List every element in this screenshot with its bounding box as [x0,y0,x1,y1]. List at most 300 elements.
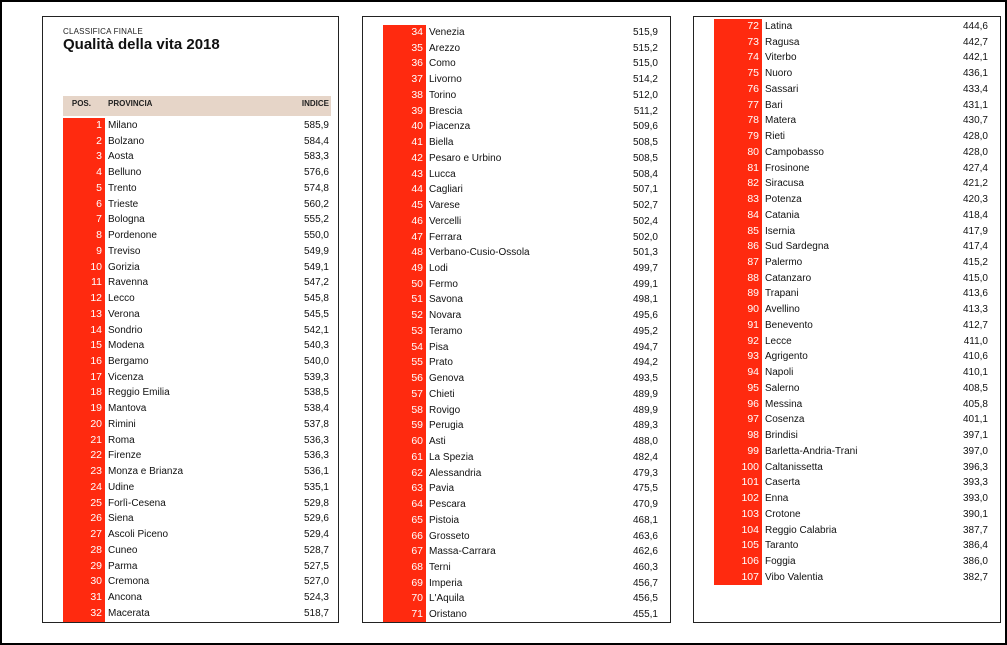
province-cell: Parma [108,560,138,572]
index-cell: 542,1 [303,324,329,336]
table-row [383,418,660,434]
index-cell: 537,8 [303,418,329,430]
index-cell: 405,8 [962,398,988,410]
table-row [383,167,660,183]
province-cell: Biella [429,137,454,149]
index-cell: 489,3 [632,420,658,432]
index-cell: 555,2 [303,214,329,226]
table-row [383,513,660,529]
rank-cell: 101 [714,475,762,491]
index-cell: 529,8 [303,497,329,509]
index-cell: 508,5 [632,137,658,149]
rank-cell: 22 [63,448,105,464]
rank-cell: 18 [63,385,105,401]
index-cell: 560,2 [303,198,329,210]
index-cell: 585,9 [303,120,329,131]
table-row [714,397,990,413]
index-cell: 498,1 [632,294,658,306]
index-cell: 574,8 [303,182,329,194]
table-row [383,544,660,560]
province-cell: Novara [429,310,462,322]
index-cell: 536,3 [303,450,329,462]
province-cell: Vercelli [429,215,462,227]
province-cell: Pisa [429,341,449,353]
rank-cell: 13 [63,307,105,323]
rank-cell: 41 [383,135,426,151]
rank-cell: 79 [714,129,762,145]
rank-cell: 56 [383,371,426,387]
province-cell: L'Aquila [429,593,465,605]
rank-cell: 46 [383,214,426,230]
table-row [63,323,331,339]
table-row [63,401,331,417]
index-cell: 428,0 [962,131,988,143]
table-row [714,271,990,287]
table-row [714,412,990,428]
index-cell: 489,9 [632,404,658,416]
table-row [383,292,660,308]
index-cell: 515,2 [632,42,658,54]
province-cell: Lecce [765,335,792,347]
rank-cell: 105 [714,538,762,554]
province-cell: Cuneo [108,544,138,556]
index-cell: 415,0 [962,272,988,284]
index-cell: 549,9 [303,245,329,257]
table-row [714,161,990,177]
rank-cell: 89 [714,286,762,302]
province-cell: Bergamo [108,356,149,368]
index-cell: 539,3 [303,371,329,383]
rank-cell: 27 [63,527,105,543]
index-cell: 482,4 [632,451,658,463]
table-row [63,543,331,559]
index-cell: 413,6 [962,288,988,300]
table-row [63,385,331,401]
province-cell: Treviso [108,245,141,257]
index-cell: 538,5 [303,387,329,399]
province-cell: Ferrara [429,231,462,243]
province-cell: Grosseto [429,530,470,542]
province-cell: Ravenna [108,277,149,289]
rank-cell: 45 [383,198,426,214]
rank-cell: 29 [63,559,105,575]
province-cell: Massa-Carrara [429,546,496,558]
table-row [63,433,331,449]
index-cell: 508,5 [632,152,658,164]
rank-cell: 64 [383,497,426,513]
index-cell: 408,5 [962,382,988,394]
rank-cell: 93 [714,349,762,365]
table-row [383,576,660,592]
index-cell: 529,6 [303,513,329,525]
index-cell: 462,6 [632,546,658,558]
index-cell: 397,1 [962,430,988,442]
table-row [714,239,990,255]
province-cell: Terni [429,561,451,573]
table-header [63,96,331,116]
province-cell: Savona [429,294,463,306]
index-cell: 479,3 [632,467,658,479]
index-cell: 386,4 [962,540,988,552]
province-cell: Brescia [429,105,463,117]
province-cell: Catanzaro [765,272,812,284]
table-row [714,444,990,460]
province-cell: Crotone [765,508,801,520]
rank-cell: 10 [63,260,105,276]
province-cell: Frosinone [765,162,810,174]
index-cell: 387,7 [962,524,988,536]
rank-cell: 80 [714,145,762,161]
ranking-list-2 [383,25,660,622]
index-cell: 514,2 [632,74,658,86]
province-cell: Milano [108,120,138,131]
index-cell: 410,6 [962,351,988,363]
table-row [383,450,660,466]
province-cell: Cremona [108,576,150,588]
province-cell: Torino [429,89,457,101]
table-row [383,230,660,246]
index-cell: 396,3 [962,461,988,473]
table-row [383,387,660,403]
index-cell: 463,6 [632,530,658,542]
rank-cell: 87 [714,255,762,271]
province-cell: Alessandria [429,467,482,479]
rank-cell: 67 [383,544,426,560]
province-cell: Piacenza [429,121,471,133]
rank-cell: 25 [63,496,105,512]
province-cell: Macerata [108,607,150,619]
rank-cell: 5 [63,181,105,197]
province-cell: Cosenza [765,414,805,426]
table-row [383,481,660,497]
index-cell: 460,3 [632,561,658,573]
rank-cell: 48 [383,245,426,261]
province-cell: Prato [429,357,453,369]
rank-cell: 92 [714,334,762,350]
index-cell: 501,3 [632,247,658,259]
province-cell: Mantova [108,403,147,415]
index-cell: 494,2 [632,357,658,369]
province-cell: Salerno [765,382,800,394]
province-cell: Modena [108,340,145,352]
table-row [63,165,331,181]
table-row [383,434,660,450]
rank-cell: 38 [383,88,426,104]
province-cell: Napoli [765,367,794,379]
table-row [383,56,660,72]
province-cell: Sondrio [108,324,143,336]
index-cell: 401,1 [962,414,988,426]
province-cell: Caserta [765,477,801,489]
rank-cell: 95 [714,381,762,397]
index-cell: 509,6 [632,121,658,133]
province-cell: Latina [765,21,793,32]
table-row [714,82,990,98]
rank-cell: 6 [63,197,105,213]
table-row [63,496,331,512]
rank-cell: 76 [714,82,762,98]
index-cell: 507,1 [632,184,658,196]
index-cell: 382,7 [962,571,988,583]
rank-cell: 37 [383,72,426,88]
table-row [383,607,660,622]
table-row [63,464,331,480]
province-cell: Viterbo [765,52,797,64]
table-row [383,104,660,120]
index-cell: 456,7 [632,577,658,589]
province-cell: Trento [108,182,137,194]
province-cell: Rieti [765,131,786,143]
table-row [383,497,660,513]
rank-cell: 82 [714,176,762,192]
index-cell: 427,4 [962,162,988,174]
province-cell: Pavia [429,483,455,495]
index-cell: 576,6 [303,167,329,179]
rank-cell: 98 [714,428,762,444]
index-cell: 535,1 [303,481,329,493]
index-cell: 442,7 [962,36,988,48]
table-row [63,354,331,370]
province-cell: Genova [429,373,465,385]
index-cell: 410,1 [962,367,988,379]
rank-cell: 24 [63,480,105,496]
index-cell: 413,3 [962,304,988,316]
index-cell: 430,7 [962,115,988,127]
table-row [63,590,331,606]
rank-cell: 30 [63,574,105,590]
rank-cell: 58 [383,403,426,419]
index-cell: 495,6 [632,310,658,322]
table-row [714,475,990,491]
province-cell: Sud Sardegna [765,241,829,253]
rank-cell: 9 [63,244,105,260]
index-cell: 488,0 [632,436,658,448]
table-row [714,129,990,145]
rank-cell: 3 [63,149,105,165]
province-cell: Messina [765,398,803,410]
table-row [63,244,331,260]
province-cell: Roma [108,434,135,446]
table-row [714,381,990,397]
index-cell: 502,4 [632,215,658,227]
rank-cell: 19 [63,401,105,417]
ranking-list-3 [714,19,990,585]
header-pos: POS. [71,99,91,108]
ranking-panel-1 [42,16,339,623]
subtitle: CLASSIFICA FINALE [63,27,143,36]
index-cell: 397,0 [962,445,988,457]
table-row [383,151,660,167]
rank-cell: 12 [63,291,105,307]
rank-cell: 71 [383,607,426,622]
table-row [63,511,331,527]
province-cell: Catania [765,209,800,221]
table-row [63,149,331,165]
province-cell: Agrigento [765,351,808,363]
index-cell: 549,1 [303,261,329,273]
rank-cell: 96 [714,397,762,413]
table-row [714,428,990,444]
rank-cell: 73 [714,35,762,51]
province-cell: Arezzo [429,42,461,54]
rank-cell: 81 [714,161,762,177]
rank-cell: 4 [63,165,105,181]
ranking-panel-2 [362,16,671,623]
province-cell: Isernia [765,225,796,237]
index-cell: 512,0 [632,89,658,101]
table-row [63,260,331,276]
rank-cell: 104 [714,523,762,539]
rank-cell: 99 [714,444,762,460]
index-cell: 508,4 [632,168,658,180]
rank-cell: 42 [383,151,426,167]
index-cell: 502,7 [632,200,658,212]
rank-cell: 47 [383,230,426,246]
table-row [714,176,990,192]
rank-cell: 72 [714,19,762,35]
table-row [383,25,660,41]
province-cell: Reggio Emilia [108,387,170,399]
table-row [63,606,331,622]
index-cell: 417,9 [962,225,988,237]
rank-cell: 74 [714,50,762,66]
province-cell: Bari [765,99,783,111]
province-cell: Nuoro [765,68,793,80]
province-cell: Forlì-Cesena [108,497,166,509]
rank-cell: 103 [714,507,762,523]
index-cell: 527,5 [303,560,329,572]
rank-cell: 55 [383,355,426,371]
table-row [63,307,331,323]
province-cell: Pescara [429,499,466,511]
index-cell: 538,4 [303,403,329,415]
table-row [383,529,660,545]
rank-cell: 78 [714,113,762,129]
province-cell: Livorno [429,74,462,86]
table-row [383,261,660,277]
index-cell: 529,4 [303,529,329,541]
index-cell: 412,7 [962,319,988,331]
province-cell: Belluno [108,167,142,179]
rank-cell: 35 [383,41,426,57]
rank-cell: 94 [714,365,762,381]
province-cell: Siena [108,513,134,525]
table-row [63,480,331,496]
province-cell: Verbano-Cusio-Ossola [429,247,530,259]
rank-cell: 65 [383,513,426,529]
rank-cell: 16 [63,354,105,370]
table-row [383,41,660,57]
table-row [63,197,331,213]
table-row [714,113,990,129]
index-cell: 547,2 [303,277,329,289]
rank-cell: 2 [63,134,105,150]
province-cell: Taranto [765,540,799,552]
table-row [63,574,331,590]
rank-cell: 106 [714,554,762,570]
index-cell: 527,0 [303,576,329,588]
table-row [714,50,990,66]
rank-cell: 23 [63,464,105,480]
province-cell: Perugia [429,420,464,432]
index-cell: 455,1 [632,609,658,621]
rank-cell: 49 [383,261,426,277]
index-cell: 415,2 [962,257,988,269]
rank-cell: 1 [63,118,105,134]
province-cell: Bolzano [108,135,145,147]
province-cell: Siracusa [765,178,804,190]
rank-cell: 90 [714,302,762,318]
index-cell: 545,5 [303,308,329,320]
index-cell: 499,1 [632,278,658,290]
table-row [383,591,660,607]
index-cell: 536,1 [303,466,329,478]
table-row [714,286,990,302]
rank-cell: 26 [63,511,105,527]
province-cell: Oristano [429,609,467,621]
rank-cell: 52 [383,308,426,324]
index-cell: 584,4 [303,135,329,147]
table-row [714,35,990,51]
rank-cell: 59 [383,418,426,434]
province-cell: Trieste [108,198,139,210]
province-cell: Varese [429,200,460,212]
table-row [63,181,331,197]
index-cell: 524,3 [303,592,329,604]
rank-cell: 88 [714,271,762,287]
index-cell: 390,1 [962,508,988,520]
rank-cell: 7 [63,212,105,228]
table-row [383,214,660,230]
province-cell: Caltanissetta [765,461,823,473]
table-row [714,192,990,208]
province-cell: Campobasso [765,146,824,158]
province-cell: Venezia [429,27,465,38]
index-cell: 418,4 [962,209,988,221]
rank-cell: 91 [714,318,762,334]
table-row [383,72,660,88]
table-row [63,417,331,433]
rank-cell: 100 [714,460,762,476]
rank-cell: 34 [383,25,426,41]
index-cell: 436,1 [962,68,988,80]
province-cell: Pistoia [429,514,460,526]
index-cell: 393,3 [962,477,988,489]
province-cell: Matera [765,115,797,127]
province-cell: Aosta [108,151,134,163]
index-cell: 421,2 [962,178,988,190]
table-row [63,212,331,228]
table-row [63,134,331,150]
rank-cell: 69 [383,576,426,592]
table-row [714,538,990,554]
table-row [714,570,990,586]
table-row [383,308,660,324]
table-row [714,334,990,350]
index-cell: 518,7 [303,607,329,619]
province-cell: Enna [765,493,789,505]
index-cell: 493,5 [632,373,658,385]
index-cell: 417,4 [962,241,988,253]
rank-cell: 44 [383,182,426,198]
table-row [714,66,990,82]
province-cell: Teramo [429,325,463,337]
table-row [383,119,660,135]
table-row [63,527,331,543]
province-cell: Bologna [108,214,145,226]
index-cell: 515,0 [632,58,658,70]
header-index: INDICE [301,99,329,108]
